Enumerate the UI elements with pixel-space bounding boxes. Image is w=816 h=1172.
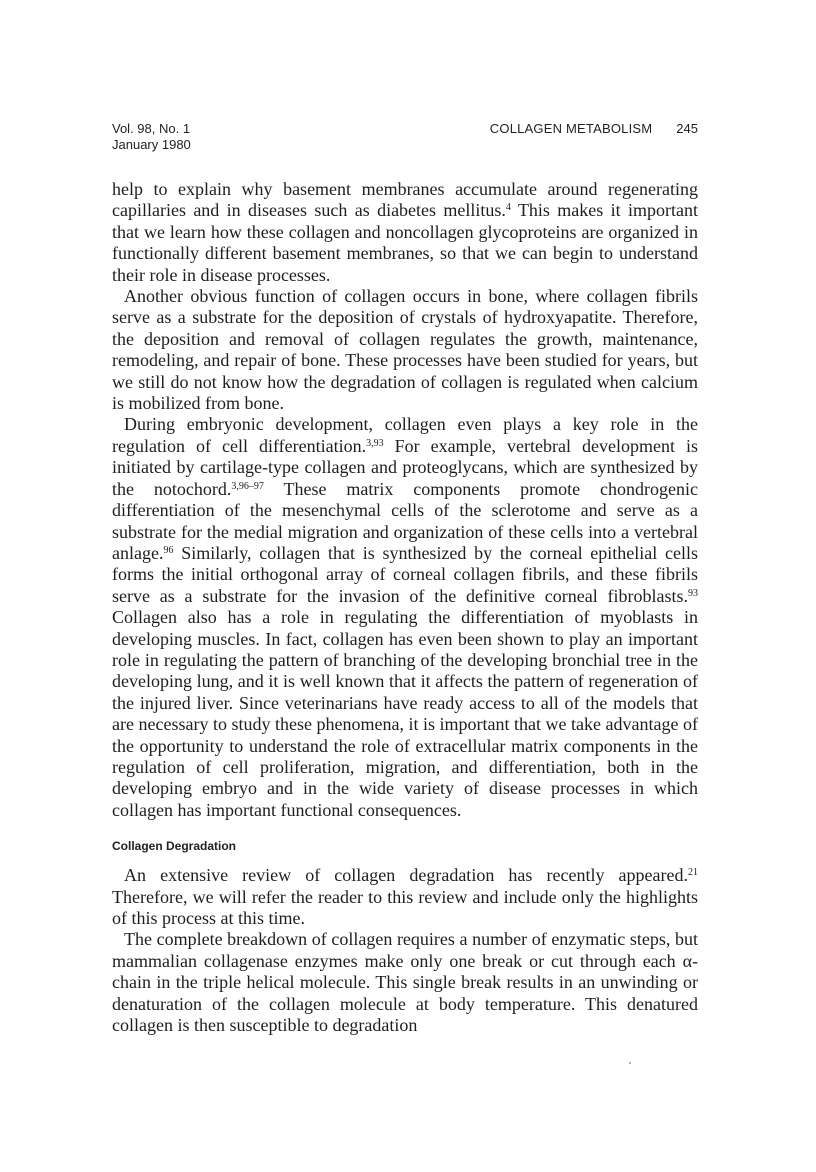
reference-superscript: 3,96–97 bbox=[231, 480, 264, 492]
journal-info bbox=[112, 121, 191, 153]
text-run: Similarly, collagen that is synthesized by the corneal epithelial cells forms the initial orthogonal array of corneal collagen fibrils, and these fibrils serve as a substrate for the invasion of the definitive corneal fibroblasts. bbox=[112, 542, 698, 606]
paragraph-1 bbox=[112, 179, 698, 286]
reference-superscript: 21 bbox=[688, 867, 698, 879]
paragraph-5 bbox=[112, 929, 698, 1036]
text-run: An extensive review of collagen degradation has recently appeared. bbox=[124, 865, 688, 886]
section-heading: Collagen Degradation bbox=[112, 839, 237, 854]
scan-speck bbox=[629, 1062, 631, 1064]
text-run: The complete breakdown of collagen requires a number of enzymatic steps, but mammalian collagenase enzymes make only one break or cut through each α-chain in the triple helical molecule. This single break results in an unwinding or denaturation of the collagen molecule at body temperature. This denatured collagen is then susceptible to degradation bbox=[112, 929, 698, 1036]
paragraph-4 bbox=[112, 865, 698, 929]
page-number: 245 bbox=[676, 121, 698, 136]
text-run: Another obvious function of collagen occurs in bone, where collagen fibrils serve as a substrate for the deposition of crystals of hydroxyapatite. Therefore, the deposition and removal of collagen regulates the growth, maintenance, remodeling, and repair of bone. These processes have been studied for years, but we still do not know how the degradation of collagen is regulated when calcium is mobilized from bone. bbox=[112, 286, 698, 414]
paragraph-2 bbox=[112, 286, 698, 414]
running-title: COLLAGEN METABOLISM bbox=[489, 121, 653, 136]
issue-date: January 1980 bbox=[112, 137, 191, 152]
text-run: For example, vertebral development is initiated by cartilage-type collagen and proteoglycans, which are synthesized by the notochord. bbox=[112, 435, 698, 499]
volume-issue: Vol. 98, No. 1 bbox=[112, 121, 191, 136]
text-run: Collagen also has a role in regulating the differentiation of myoblasts in developing muscles. In fact, collagen has even been shown to play an important role in regulating the pattern of branching of the developing bronchial tree in the developing lung, and it is well known that it affects the pattern of regeneration of the injured liver. Since veterinarians have ready access to all of the models that are necessary to study these phenomena, it is important that we take advantage of the opportunity to understand the role of extracellular matrix components in the regulation of cell proliferation, migration, and differentiation, both in the developing embryo and in the wide variety of disease processes in which collagen has important functional consequences. bbox=[112, 607, 698, 820]
text-run: Therefore, we will refer the reader to this review and include only the highlights of this process at this time. bbox=[112, 886, 698, 928]
text-run: During embryonic development, collagen even plays a key role in the regulation of cell differentiation. bbox=[112, 414, 698, 456]
reference-superscript: 3,93 bbox=[366, 437, 384, 449]
reference-superscript: 4 bbox=[505, 202, 511, 214]
running-head bbox=[490, 121, 698, 137]
paragraph-3 bbox=[112, 414, 698, 821]
article-body bbox=[112, 179, 698, 1036]
reference-superscript: 96 bbox=[163, 544, 174, 556]
text-run: These matrix components promote chondrogenic differentiation of the mesenchymal cells of the sclerotome and serve as a substrate for the medial migration and organization of these cells into a vertebral anlage. bbox=[112, 478, 698, 563]
text-run: This makes it important that we learn how these collagen and noncollagen glycoproteins are organized in functionally different basement membranes, so that we can begin to understand their role in disease processes. bbox=[112, 200, 698, 285]
reference-superscript: 93 bbox=[688, 587, 698, 599]
text-run: help to explain why basement membranes accumulate around regenerating capillaries and in diseases such as diabetes mellitus. bbox=[112, 179, 698, 221]
